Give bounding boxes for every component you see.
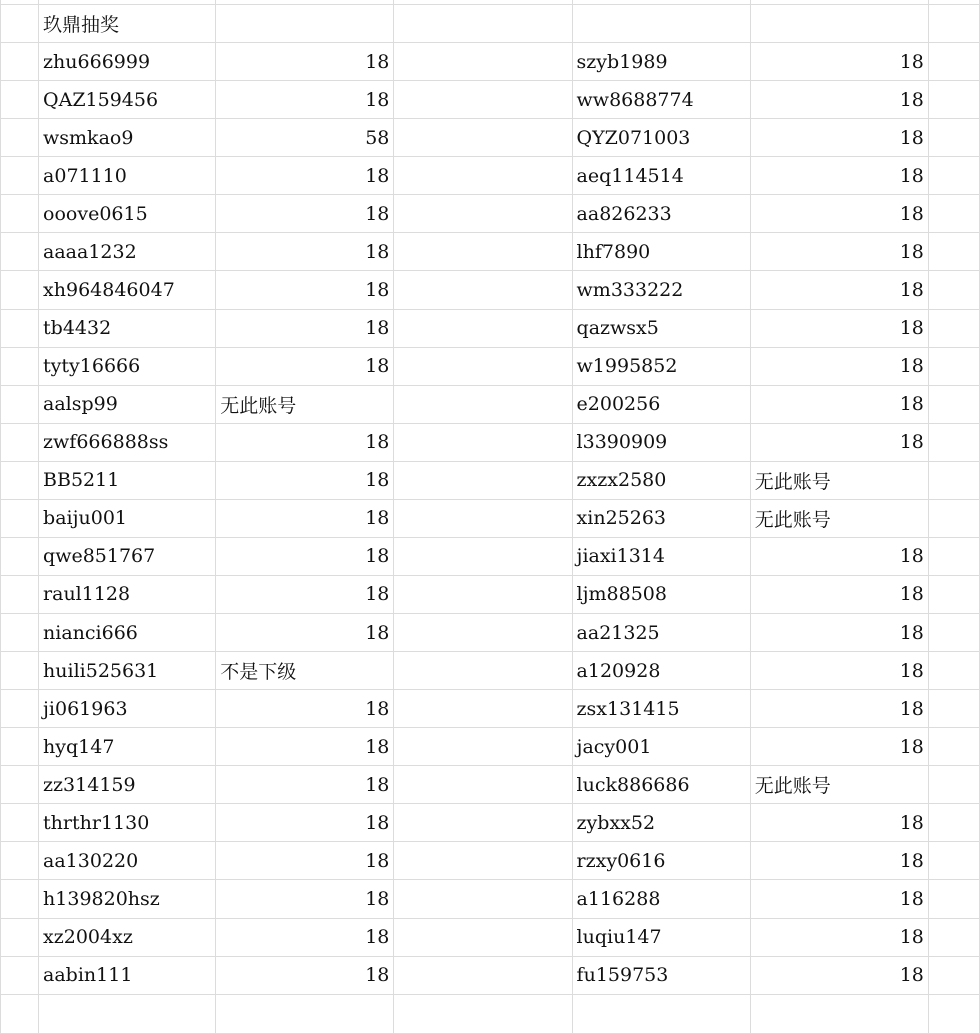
- value-cell-left[interactable]: 18: [216, 195, 394, 233]
- account-cell-right[interactable]: luqiu147: [572, 918, 750, 956]
- cell[interactable]: [39, 994, 216, 1033]
- account-cell-right[interactable]: wm333222: [572, 271, 750, 309]
- cell[interactable]: [928, 690, 979, 728]
- account-cell-left[interactable]: xh964846047: [39, 271, 216, 309]
- cell[interactable]: [928, 652, 979, 690]
- cell[interactable]: [1, 157, 39, 195]
- table-row: [1, 804, 980, 842]
- account-cell-right[interactable]: w1995852: [572, 347, 750, 385]
- value-cell-right[interactable]: 18: [750, 233, 928, 271]
- cell[interactable]: [1, 347, 39, 385]
- value-cell-right[interactable]: 18: [750, 728, 928, 766]
- value-cell-left[interactable]: 58: [216, 119, 394, 157]
- value-cell-left[interactable]: 18: [216, 537, 394, 575]
- value-cell-left[interactable]: 18: [216, 81, 394, 119]
- cell[interactable]: [928, 233, 979, 271]
- value-cell-left[interactable]: 18: [216, 728, 394, 766]
- cell[interactable]: [394, 690, 572, 728]
- cell[interactable]: [928, 5, 979, 43]
- cell[interactable]: [928, 842, 979, 880]
- cell[interactable]: [750, 994, 928, 1033]
- table-row: [1, 842, 980, 880]
- cell[interactable]: [928, 614, 979, 652]
- cell[interactable]: [1, 537, 39, 575]
- account-cell-right[interactable]: szyb1989: [572, 43, 750, 81]
- cell[interactable]: [394, 766, 572, 804]
- account-cell-left[interactable]: tyty16666: [39, 347, 216, 385]
- cell[interactable]: [1, 195, 39, 233]
- value-cell-left[interactable]: 18: [216, 43, 394, 81]
- value-cell-left[interactable]: 18: [216, 690, 394, 728]
- value-cell-left[interactable]: 18: [216, 880, 394, 918]
- value-cell-left[interactable]: 18: [216, 461, 394, 499]
- account-cell-left[interactable]: nianci666: [39, 614, 216, 652]
- account-cell-left[interactable]: zz314159: [39, 766, 216, 804]
- cell[interactable]: [394, 880, 572, 918]
- sheet-title-cell[interactable]: 玖鼎抽奖: [39, 5, 216, 43]
- value-cell-right[interactable]: 18: [750, 690, 928, 728]
- value-cell-left[interactable]: 18: [216, 575, 394, 613]
- table-row: [1, 956, 980, 994]
- account-cell-left[interactable]: huili525631: [39, 652, 216, 690]
- account-cell-right[interactable]: e200256: [572, 385, 750, 423]
- table-row: [1, 347, 980, 385]
- cell[interactable]: [928, 575, 979, 613]
- cell[interactable]: [750, 5, 928, 43]
- cell[interactable]: [1, 766, 39, 804]
- cell[interactable]: [394, 575, 572, 613]
- value-cell-left[interactable]: 18: [216, 157, 394, 195]
- account-cell-left[interactable]: a071110: [39, 157, 216, 195]
- account-cell-right[interactable]: zsx131415: [572, 690, 750, 728]
- table-row: [1, 766, 980, 804]
- table-row: [1, 728, 980, 766]
- cell[interactable]: [394, 994, 572, 1033]
- cell[interactable]: [928, 157, 979, 195]
- account-cell-right[interactable]: a116288: [572, 880, 750, 918]
- table-row: [1, 499, 980, 537]
- cell[interactable]: [928, 43, 979, 81]
- account-cell-left[interactable]: aalsp99: [39, 385, 216, 423]
- account-cell-right[interactable]: ww8688774: [572, 81, 750, 119]
- account-cell-left[interactable]: aaaa1232: [39, 233, 216, 271]
- cell[interactable]: [394, 537, 572, 575]
- cell[interactable]: [928, 766, 979, 804]
- cell[interactable]: [1, 81, 39, 119]
- value-cell-right[interactable]: 18: [750, 614, 928, 652]
- value-cell-right[interactable]: 18: [750, 842, 928, 880]
- account-cell-right[interactable]: fu159753: [572, 956, 750, 994]
- cell[interactable]: [1, 652, 39, 690]
- cell[interactable]: [928, 537, 979, 575]
- cell[interactable]: [1, 385, 39, 423]
- account-cell-left[interactable]: wsmkao9: [39, 119, 216, 157]
- account-cell-left[interactable]: xz2004xz: [39, 918, 216, 956]
- account-cell-left[interactable]: aa130220: [39, 842, 216, 880]
- account-cell-left[interactable]: hyq147: [39, 728, 216, 766]
- account-cell-right[interactable]: qazwsx5: [572, 309, 750, 347]
- table-row: [1, 423, 980, 461]
- cell[interactable]: [394, 956, 572, 994]
- cell[interactable]: [928, 461, 979, 499]
- cell[interactable]: [1, 271, 39, 309]
- cell[interactable]: [1, 728, 39, 766]
- account-cell-left[interactable]: aabin111: [39, 956, 216, 994]
- cell[interactable]: [928, 81, 979, 119]
- note-cell-right[interactable]: 无此账号: [750, 461, 928, 499]
- account-cell-right[interactable]: aa21325: [572, 614, 750, 652]
- cell[interactable]: [394, 5, 572, 43]
- cell[interactable]: [1, 461, 39, 499]
- account-cell-right[interactable]: jiaxi1314: [572, 537, 750, 575]
- cell[interactable]: [928, 309, 979, 347]
- table-row: [1, 119, 980, 157]
- value-cell-right[interactable]: 18: [750, 575, 928, 613]
- table-row: [1, 233, 980, 271]
- cell[interactable]: [216, 5, 394, 43]
- account-cell-right[interactable]: jacy001: [572, 728, 750, 766]
- value-cell-right[interactable]: 18: [750, 43, 928, 81]
- cell[interactable]: [1, 956, 39, 994]
- cell[interactable]: [1, 233, 39, 271]
- cell[interactable]: [928, 994, 979, 1033]
- cell[interactable]: [1, 804, 39, 842]
- table-row: [1, 43, 980, 81]
- cell[interactable]: [394, 233, 572, 271]
- cell[interactable]: [394, 804, 572, 842]
- account-cell-right[interactable]: aeq114514: [572, 157, 750, 195]
- account-cell-left[interactable]: qwe851767: [39, 537, 216, 575]
- cell[interactable]: [928, 423, 979, 461]
- table-row: [1, 537, 980, 575]
- account-cell-right[interactable]: zxzx2580: [572, 461, 750, 499]
- cell[interactable]: [1, 842, 39, 880]
- cell[interactable]: [394, 309, 572, 347]
- value-cell-right[interactable]: 18: [750, 918, 928, 956]
- note-cell-right[interactable]: 无此账号: [750, 766, 928, 804]
- cell[interactable]: [1, 499, 39, 537]
- account-cell-right[interactable]: aa826233: [572, 195, 750, 233]
- note-cell-left[interactable]: 无此账号: [216, 385, 394, 423]
- value-cell-left[interactable]: 18: [216, 804, 394, 842]
- account-cell-left[interactable]: zhu666999: [39, 43, 216, 81]
- cell[interactable]: [1, 614, 39, 652]
- account-cell-right[interactable]: QYZ071003: [572, 119, 750, 157]
- value-cell-right[interactable]: 18: [750, 195, 928, 233]
- cell[interactable]: [928, 918, 979, 956]
- value-cell-right[interactable]: 18: [750, 385, 928, 423]
- cell[interactable]: [1, 309, 39, 347]
- value-cell-left[interactable]: 18: [216, 347, 394, 385]
- table-row: [1, 385, 980, 423]
- value-cell-right[interactable]: 18: [750, 652, 928, 690]
- cell[interactable]: [394, 385, 572, 423]
- value-cell-right[interactable]: 18: [750, 347, 928, 385]
- cell[interactable]: [928, 195, 979, 233]
- cell[interactable]: [928, 385, 979, 423]
- cell[interactable]: [394, 81, 572, 119]
- title-row: [1, 5, 980, 43]
- cell[interactable]: [928, 347, 979, 385]
- account-cell-left[interactable]: h139820hsz: [39, 880, 216, 918]
- cell[interactable]: [572, 5, 750, 43]
- value-cell-right[interactable]: 18: [750, 423, 928, 461]
- account-cell-left[interactable]: QAZ159456: [39, 81, 216, 119]
- value-cell-left[interactable]: 18: [216, 842, 394, 880]
- cell[interactable]: [216, 994, 394, 1033]
- account-cell-left[interactable]: thrthr1130: [39, 804, 216, 842]
- value-cell-left[interactable]: 18: [216, 918, 394, 956]
- note-cell-left[interactable]: 不是下级: [216, 652, 394, 690]
- cell[interactable]: [1, 43, 39, 81]
- cell[interactable]: [928, 880, 979, 918]
- value-cell-left[interactable]: 18: [216, 271, 394, 309]
- cell[interactable]: [394, 157, 572, 195]
- table-row: [1, 157, 980, 195]
- cell[interactable]: [394, 652, 572, 690]
- account-cell-left[interactable]: baiju001: [39, 499, 216, 537]
- cell[interactable]: [394, 842, 572, 880]
- table-row: [1, 575, 980, 613]
- account-cell-right[interactable]: zybxx52: [572, 804, 750, 842]
- table-row: [1, 271, 980, 309]
- cell[interactable]: [1, 423, 39, 461]
- account-cell-left[interactable]: BB5211: [39, 461, 216, 499]
- cell[interactable]: [1, 119, 39, 157]
- account-cell-left[interactable]: tb4432: [39, 309, 216, 347]
- cell[interactable]: [394, 347, 572, 385]
- value-cell-left[interactable]: 18: [216, 423, 394, 461]
- cell[interactable]: [928, 956, 979, 994]
- value-cell-right[interactable]: 18: [750, 804, 928, 842]
- account-cell-right[interactable]: xin25263: [572, 499, 750, 537]
- cell[interactable]: [394, 614, 572, 652]
- cell[interactable]: [928, 728, 979, 766]
- value-cell-right[interactable]: 18: [750, 119, 928, 157]
- cell[interactable]: [1, 690, 39, 728]
- cell[interactable]: [1, 575, 39, 613]
- value-cell-left[interactable]: 18: [216, 233, 394, 271]
- cell[interactable]: [394, 43, 572, 81]
- account-cell-right[interactable]: ljm88508: [572, 575, 750, 613]
- cell[interactable]: [928, 271, 979, 309]
- value-cell-right[interactable]: 18: [750, 956, 928, 994]
- account-cell-left[interactable]: ooove0615: [39, 195, 216, 233]
- cell[interactable]: [394, 423, 572, 461]
- table-row: [1, 81, 980, 119]
- cell[interactable]: [928, 119, 979, 157]
- account-cell-right[interactable]: lhf7890: [572, 233, 750, 271]
- table-row: [1, 461, 980, 499]
- value-cell-left[interactable]: 18: [216, 956, 394, 994]
- cell[interactable]: [1, 5, 39, 43]
- cell[interactable]: [928, 499, 979, 537]
- note-cell-right[interactable]: 无此账号: [750, 499, 928, 537]
- cell[interactable]: [394, 271, 572, 309]
- cell[interactable]: [394, 918, 572, 956]
- value-cell-left[interactable]: 18: [216, 499, 394, 537]
- table-row: [1, 918, 980, 956]
- value-cell-left[interactable]: 18: [216, 766, 394, 804]
- value-cell-right[interactable]: 18: [750, 157, 928, 195]
- value-cell-right[interactable]: 18: [750, 537, 928, 575]
- table-row: [1, 652, 980, 690]
- table-row: [1, 309, 980, 347]
- cell[interactable]: [1, 918, 39, 956]
- table-row: [1, 690, 980, 728]
- account-cell-right[interactable]: l3390909: [572, 423, 750, 461]
- value-cell-right[interactable]: 18: [750, 271, 928, 309]
- cell[interactable]: [394, 461, 572, 499]
- cell[interactable]: [394, 499, 572, 537]
- cell[interactable]: [1, 994, 39, 1033]
- sheet-body: [1, 0, 980, 1034]
- value-cell-left[interactable]: 18: [216, 614, 394, 652]
- cell[interactable]: [394, 119, 572, 157]
- value-cell-right[interactable]: 18: [750, 81, 928, 119]
- value-cell-right[interactable]: 18: [750, 309, 928, 347]
- cell[interactable]: [394, 195, 572, 233]
- table-row: [1, 195, 980, 233]
- table-row: [1, 614, 980, 652]
- account-cell-left[interactable]: ji061963: [39, 690, 216, 728]
- account-cell-left[interactable]: zwf666888ss: [39, 423, 216, 461]
- cell[interactable]: [1, 880, 39, 918]
- value-cell-left[interactable]: 18: [216, 309, 394, 347]
- cell[interactable]: [394, 728, 572, 766]
- table-row: [1, 880, 980, 918]
- value-cell-right[interactable]: 18: [750, 880, 928, 918]
- account-cell-left[interactable]: raul1128: [39, 575, 216, 613]
- account-cell-right[interactable]: luck886686: [572, 766, 750, 804]
- empty-row: [1, 994, 980, 1033]
- account-cell-right[interactable]: a120928: [572, 652, 750, 690]
- cell[interactable]: [572, 994, 750, 1033]
- cell[interactable]: [928, 804, 979, 842]
- account-cell-right[interactable]: rzxy0616: [572, 842, 750, 880]
